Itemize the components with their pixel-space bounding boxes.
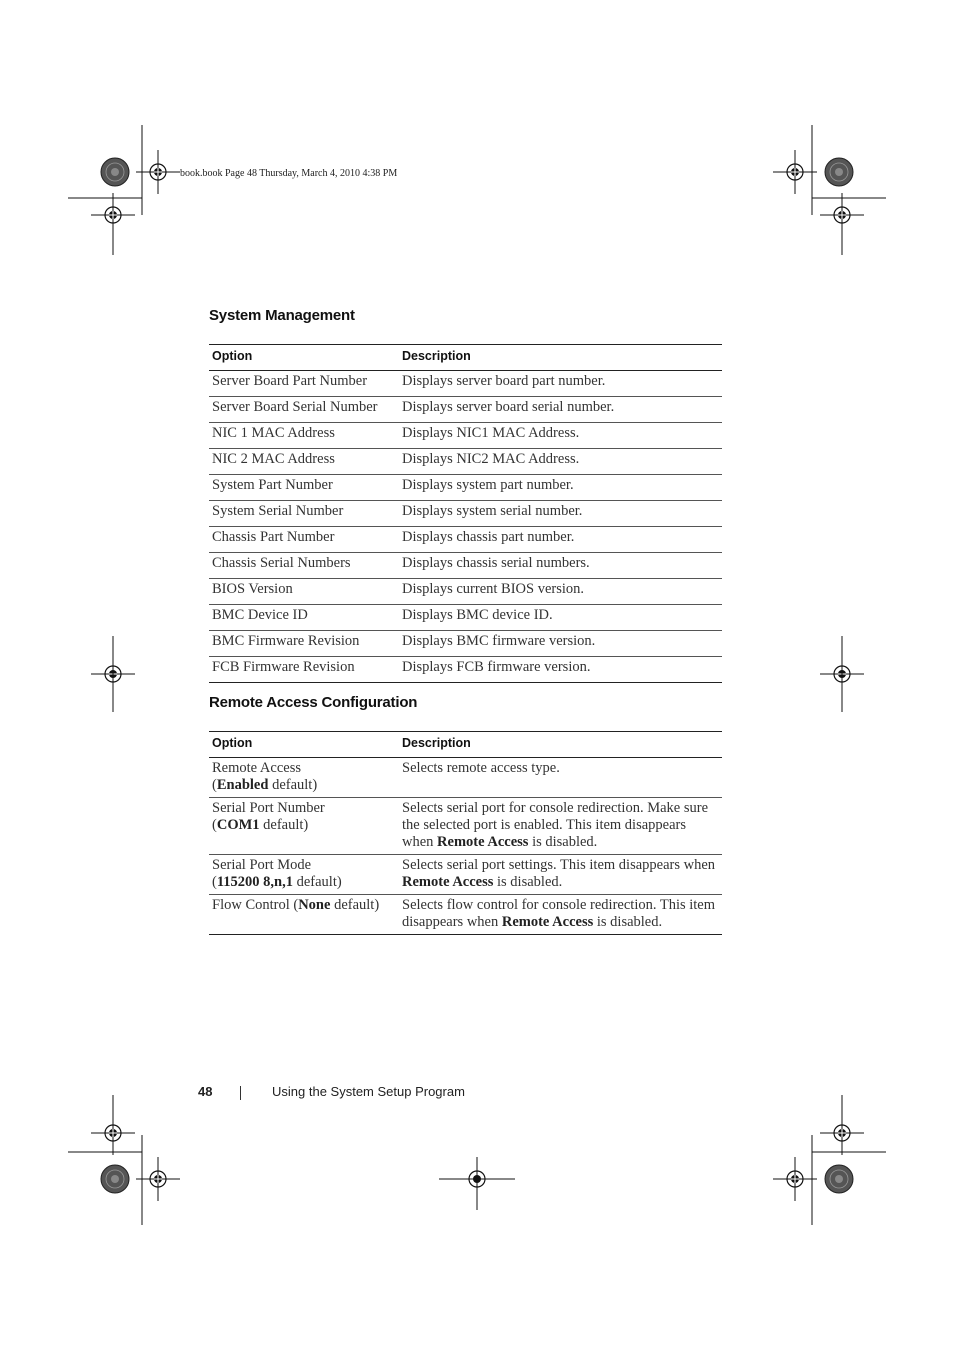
table-row	[209, 475, 722, 501]
description-cell: Displays BMC device ID.	[399, 605, 722, 631]
bold-text: COM1	[216, 817, 260, 833]
option-line	[212, 897, 396, 914]
table-header-row	[209, 732, 722, 758]
registration-target-icon	[825, 1165, 853, 1193]
bold-text: Remote Access	[402, 874, 494, 890]
description-cell: Displays system part number.	[399, 475, 722, 501]
table-row	[209, 449, 722, 475]
registration-target-icon	[825, 158, 853, 186]
option-cell: NIC 2 MAC Address	[209, 449, 399, 475]
crosshair-icon	[136, 1157, 180, 1201]
table-row	[209, 895, 722, 935]
description-cell: Displays system serial number.	[399, 501, 722, 527]
chapter-title: Using the System Setup Program	[272, 1084, 465, 1099]
section-title-system-management: System Management	[209, 307, 355, 324]
description-cell: Displays BMC firmware version.	[399, 631, 722, 657]
text: Selects serial port for console redirection. Make sure the selected port is enabled. This item disappears when	[402, 800, 709, 850]
table-row	[209, 631, 722, 657]
table-row	[209, 553, 722, 579]
print-header: book.book Page 48 Thursday, March 4, 2010 4:38 PM	[180, 168, 398, 179]
option-cell	[209, 798, 399, 855]
description-cell: Displays chassis part number.	[399, 527, 722, 553]
option-line	[212, 857, 396, 874]
option-cell: BIOS Version	[209, 579, 399, 605]
description-cell: Displays FCB firmware version.	[399, 657, 722, 683]
table-row	[209, 501, 722, 527]
text: (	[212, 874, 217, 890]
description-cell: Displays server board serial number.	[399, 397, 722, 423]
registration-target-icon	[101, 158, 129, 186]
text: Flow Control (	[212, 897, 299, 913]
option-cell: Chassis Serial Numbers	[209, 553, 399, 579]
option-cell: System Part Number	[209, 475, 399, 501]
option-cell: Chassis Part Number	[209, 527, 399, 553]
table-header-row	[209, 345, 722, 371]
option-line	[212, 817, 396, 834]
text: Serial Port Mode	[212, 857, 312, 873]
option-cell: BMC Firmware Revision	[209, 631, 399, 657]
description-cell	[399, 855, 722, 895]
text: (	[212, 817, 217, 833]
crosshair-icon	[773, 150, 817, 194]
text: is disabled.	[528, 834, 598, 850]
option-cell: Server Board Part Number	[209, 371, 399, 397]
description-cell: Displays NIC2 MAC Address.	[399, 449, 722, 475]
description-cell: Displays NIC1 MAC Address.	[399, 423, 722, 449]
option-line	[212, 760, 396, 777]
table-row	[209, 371, 722, 397]
table-row	[209, 605, 722, 631]
option-line	[212, 800, 396, 817]
option-cell: BMC Device ID	[209, 605, 399, 631]
table-row	[209, 758, 722, 798]
text: (	[212, 777, 217, 793]
text: Remote Access	[212, 760, 301, 776]
description-cell	[399, 895, 722, 935]
text: Selects remote access type.	[402, 760, 560, 776]
text: Selects flow control for console redirection. This item disappears when	[402, 897, 716, 930]
text: Serial Port Number	[212, 800, 325, 816]
column-header: Description	[399, 345, 722, 371]
column-header: Option	[209, 732, 399, 758]
table-row	[209, 855, 722, 895]
description-cell: Displays current BIOS version.	[399, 579, 722, 605]
text: default)	[330, 897, 380, 913]
option-line	[212, 874, 396, 891]
bold-text: Remote Access	[437, 834, 529, 850]
text: default)	[292, 874, 342, 890]
table-row	[209, 579, 722, 605]
text: default)	[268, 777, 318, 793]
option-cell: Server Board Serial Number	[209, 397, 399, 423]
option-cell	[209, 895, 399, 935]
crosshair-icon	[136, 150, 180, 194]
footer-divider	[240, 1086, 241, 1100]
option-cell: FCB Firmware Revision	[209, 657, 399, 683]
text: is disabled.	[593, 914, 663, 930]
table-row	[209, 798, 722, 855]
option-line	[212, 777, 396, 794]
option-cell	[209, 758, 399, 798]
table-row	[209, 527, 722, 553]
system-management-table	[209, 344, 722, 683]
option-cell: System Serial Number	[209, 501, 399, 527]
page-number: 48	[198, 1084, 213, 1099]
column-header: Description	[399, 732, 722, 758]
table-row	[209, 657, 722, 683]
crosshair-icon	[773, 1157, 817, 1201]
text: is disabled.	[493, 874, 563, 890]
description-cell	[399, 798, 722, 855]
registration-target-icon	[101, 1165, 129, 1193]
option-cell: NIC 1 MAC Address	[209, 423, 399, 449]
table-row	[209, 397, 722, 423]
option-cell	[209, 855, 399, 895]
remote-access-table	[209, 731, 722, 935]
table-row	[209, 423, 722, 449]
bold-text: 115200 8,n,1	[216, 874, 293, 890]
text: Selects serial port settings. This item disappears when	[402, 857, 716, 873]
section-title-remote-access: Remote Access Configuration	[209, 694, 418, 711]
column-header: Option	[209, 345, 399, 371]
bold-text: Enabled	[216, 777, 269, 793]
description-cell: Displays chassis serial numbers.	[399, 553, 722, 579]
bold-text: Remote Access	[501, 914, 594, 930]
description-cell	[399, 758, 722, 798]
text: default)	[259, 817, 309, 833]
description-cell: Displays server board part number.	[399, 371, 722, 397]
bold-text: None	[298, 897, 331, 913]
